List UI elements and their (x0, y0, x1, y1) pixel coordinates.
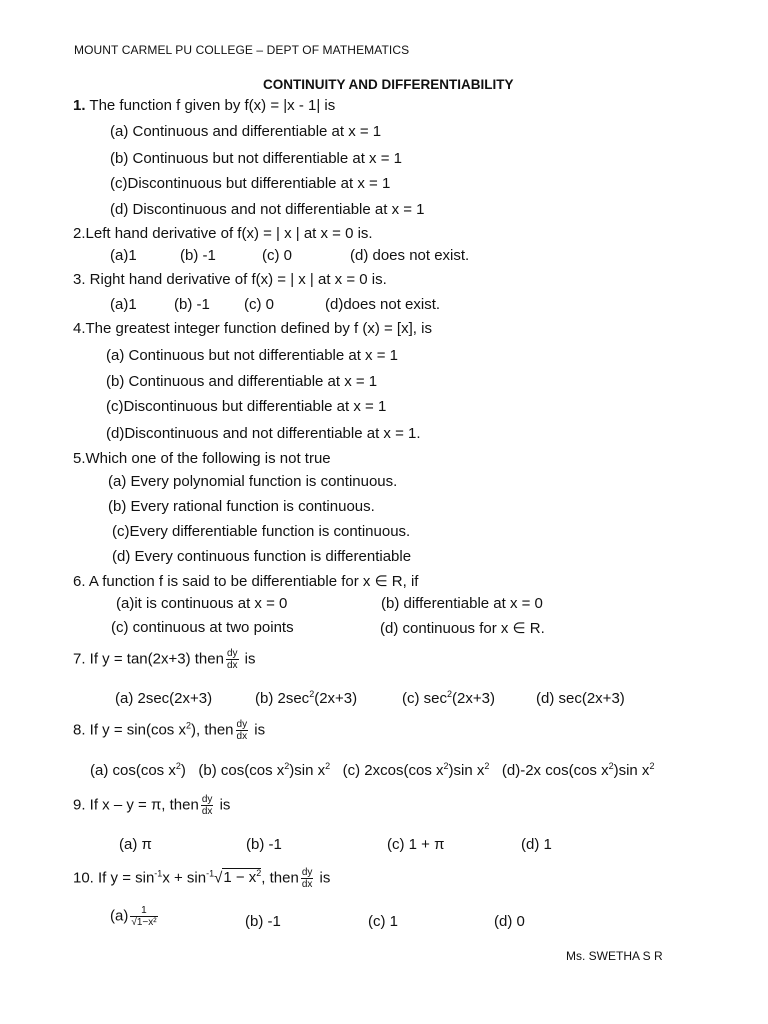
q1-option-c: (c)Discontinuous but differentiable at x = 1 (110, 175, 391, 192)
dy-dx-fraction: $\frac{dy}{dx}$ (226, 648, 238, 671)
question-7: 7. If y = tan(2x+3) then $\frac{dy}{dx}$ is (73, 648, 256, 671)
q6-option-b: (b) differentiable at x = 0 (381, 595, 543, 612)
question-8: 8. If y = sin(cos $x^2$), then $\frac{dy}{dx}$ is (73, 719, 266, 742)
q8-option-a: (a) cos(cos $x^2$) (90, 761, 186, 779)
q6-option-d: (d) continuous for x ∈ R. (380, 620, 545, 637)
q3-option-b: (b) -1 (174, 296, 210, 313)
q5-option-a: (a) Every polynomial function is continuous. (108, 473, 398, 490)
q7-option-a: (a) 2sec(2x+3) (115, 690, 213, 707)
q3-option-c: (c) 0 (244, 296, 274, 313)
question-3: 3. Right hand derivative of f(x) = | x | at x = 0 is. (73, 271, 387, 288)
q3-option-a: (a)1 (110, 296, 137, 313)
q2-option-a: (a)1 (110, 247, 137, 264)
q4-option-d: (d)Discontinuous and not differentiable at x = 1. (106, 425, 421, 442)
question-1-number: 1. (73, 97, 86, 114)
q5-option-b: (b) Every rational function is continuous. (108, 498, 375, 515)
q2-option-b: (b) -1 (180, 247, 216, 264)
q10-option-c: (c) 1 (368, 913, 398, 930)
q7-option-c: (c) $\sec^2(2x+3)$ (402, 689, 495, 707)
question-1 (73, 97, 335, 114)
sqrt-expression: $1 - x^2$ (223, 868, 262, 887)
q9-option-a: (a) π (119, 836, 152, 853)
q9-option-d: (d) 1 (521, 836, 552, 853)
q4-option-c: (c)Discontinuous but differentiable at x = 1 (106, 398, 387, 415)
q8-option-b: (b) cos(cos $x^2)\sin$ $x^2$ (198, 761, 331, 779)
q10-option-a: (a) $\frac{1}{\text{√1−x²}}$ (110, 905, 157, 928)
question-10: 10. If $y = \sin^{-1}x + \sin^{-1}√1 - x^2$, then $\frac{dy}{dx}$ is (73, 867, 331, 890)
q1-option-b: (b) Continuous but not differentiable at x = 1 (110, 150, 402, 167)
q2-option-d: (d) does not exist. (350, 247, 470, 264)
q5-option-c: (c)Every differentiable function is continuous. (112, 523, 411, 540)
dy-dx-fraction: $\frac{dy}{dx}$ (201, 794, 213, 817)
q2-option-c: (c) 0 (262, 247, 292, 264)
college-header: MOUNT CARMEL PU COLLEGE – DEPT OF MATHEMATICS (74, 43, 410, 57)
q1-option-d: (d) Discontinuous and not differentiable at x = 1 (110, 201, 425, 218)
q3-option-d: (d)does not exist. (325, 296, 441, 313)
question-5: 5.Which one of the following is not true (73, 450, 331, 467)
q8-option-d: (d)-2x cos(cos $x^2)\sin$ $x^2$ (501, 761, 655, 779)
page-title: CONTINUITY AND DIFFERENTIABILITY (263, 77, 514, 92)
q4-option-b: (b) Continuous and differentiable at x = 1 (106, 373, 378, 390)
q8-options (90, 762, 654, 779)
author-footer: Ms. SWETHA S R (566, 949, 663, 963)
question-6: 6. A function f is said to be differentiable for x ∈ R, if (73, 573, 419, 590)
q4-option-a: (a) Continuous but not differentiable at x = 1 (106, 347, 398, 364)
q8-option-c: (c) 2xcos(cos $x^2)\sin$ $x^2$ (342, 761, 490, 779)
question-2: 2.Left hand derivative of f(x) = | x | at x = 0 is. (73, 225, 373, 242)
q6-option-a: (a)it is continuous at x = 0 (116, 595, 288, 612)
dy-dx-fraction: $\frac{dy}{dx}$ (301, 867, 313, 890)
q10-option-d: (d) 0 (494, 913, 525, 930)
question-9: 9. If x – y = π, then $\frac{dy}{dx}$ is (73, 794, 231, 817)
q1-option-a: (a) Continuous and differentiable at x = 1 (110, 123, 382, 140)
q7-option-b: (b) $2\sec^2(2x+3)$ (255, 689, 358, 707)
q5-option-d: (d) Every continuous function is differentiable (112, 548, 412, 565)
q7-option-d: (d) sec(2x+3) (536, 690, 625, 707)
one-over-sqrt-fraction: $\frac{1}{\text{√1−x²}}$ (131, 905, 157, 928)
dy-dx-fraction: $\frac{dy}{dx}$ (236, 719, 248, 742)
q6-option-c: (c) continuous at two points (111, 619, 294, 636)
q9-option-c: (c) 1 + π (387, 836, 445, 853)
question-4: 4.The greatest integer function defined by f (x) = [x], is (73, 320, 432, 337)
question-1-text: The function f given by f(x) = |x - 1| is (85, 97, 336, 114)
question-7-text: 7. If y = tan(2x+3) then (73, 650, 224, 668)
q9-option-b: (b) -1 (246, 836, 282, 853)
q10-option-b: (b) -1 (245, 913, 281, 930)
